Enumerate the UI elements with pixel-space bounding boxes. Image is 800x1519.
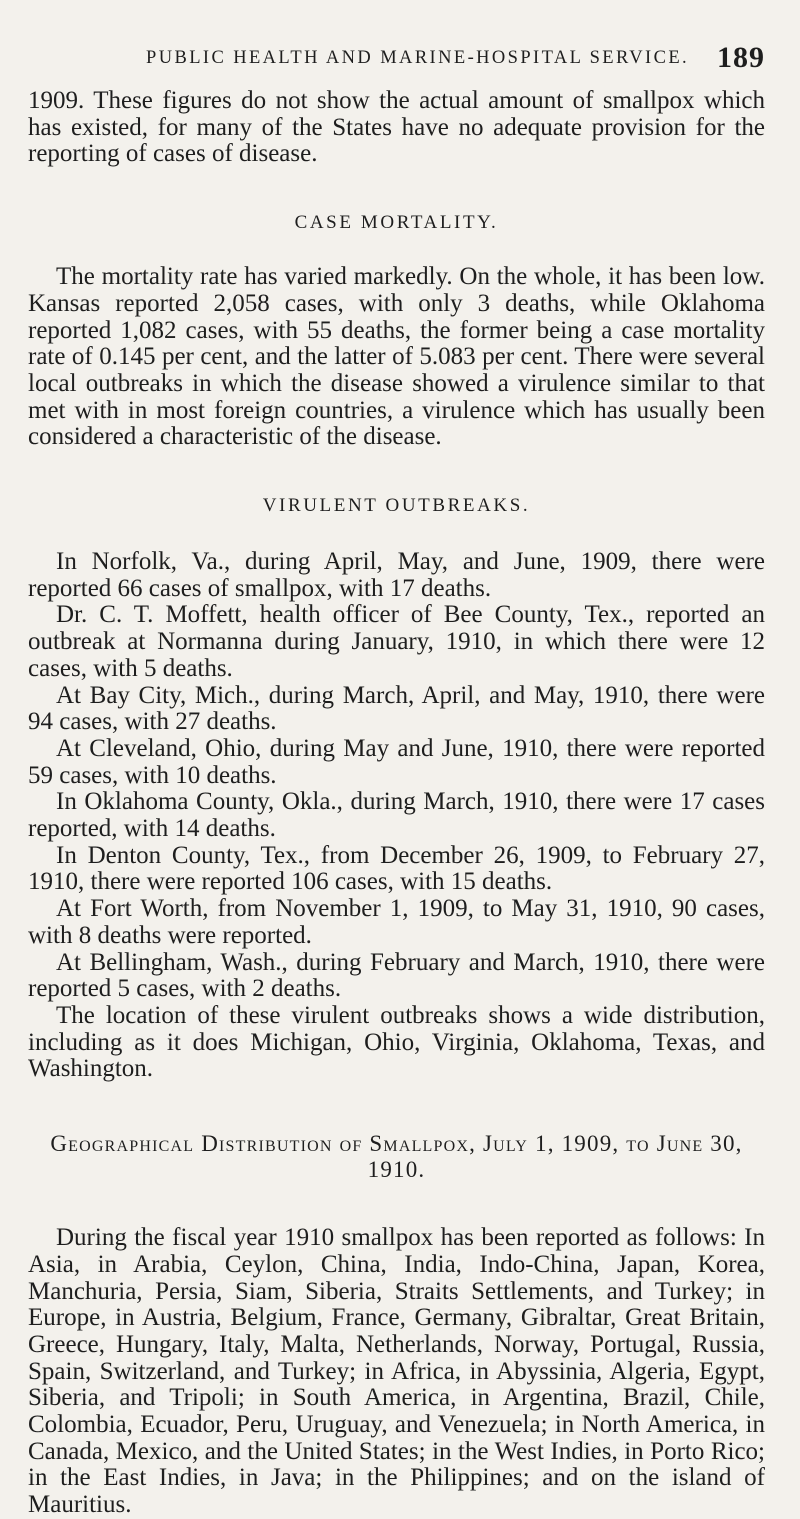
- geographical-heading-line-2: 1910.: [367, 1157, 426, 1183]
- outbreak-paragraph-denton-county: In Denton County, Tex., from December 26, 1909, to February 27, 1910, there were reported 106 cases, with 15 deaths.: [28, 841, 765, 896]
- outbreak-paragraph-bay-city: At Bay City, Mich., during March, April, and May, 1910, there were 94 cases, with 27 deaths.: [28, 681, 765, 736]
- geographical-heading-line-1: Geographical Distribution of Smallpox, July 1, 1909, to June 30,: [50, 1131, 743, 1157]
- geographical-distribution-heading: [28, 1131, 765, 1183]
- running-title: PUBLIC HEALTH AND MARINE-HOSPITAL SERVICE.: [146, 48, 690, 68]
- continued-paragraph: 1909. These figures do not show the actual amount of smallpox which has existed, for many of the States have no adequate provision for the reporting of cases of disease.: [28, 87, 765, 168]
- geographical-distribution-paragraph: During the fiscal year 1910 smallpox has been reported as follows: In Asia, in Arabia, Ceylon, China, India, Indo-China, Japan, Korea, Manchuria, Persia, Siam, Siberia, Straits Settlements, and Turkey; in Europe, in Austria, Belgium, France, Germany, Gibraltar, Great Britain, Greece, Hungary, Italy, Malta, Netherlands, Norway, Portugal, Russia, Spain, Switzerland, and Turkey; in Africa, in Abyssinia, Algeria, Egypt, Siberia, and Tripoli; in South America, in Argentina, Brazil, Chile, Colombia, Ecuador, Peru, Uruguay, and Venezuela; in North America, in Canada, Mexico, and the United States; in the West Indies, in Porto Rico; in the East Indies, in Java; in the Philippines; and on the island of Mauritius.: [28, 1224, 765, 1519]
- outbreak-paragraph-normanna: Dr. C. T. Moffett, health officer of Bee County, Tex., reported an outbreak at Normanna during January, 1910, in which there were 12 cases, with 5 deaths.: [28, 601, 765, 682]
- case-mortality-heading: CASE MORTALITY.: [294, 212, 499, 234]
- outbreak-paragraph-fort-worth: At Fort Worth, from November 1, 1909, to May 31, 1910, 90 cases, with 8 deaths were reported.: [28, 895, 765, 949]
- outbreak-paragraph-bellingham: At Bellingham, Wash., during February and March, 1910, there were reported 5 cases, with 2 deaths.: [28, 948, 765, 1003]
- running-header: [28, 40, 765, 80]
- outbreak-paragraph-norfolk: In Norfolk, Va., during April, May, and June, 1909, there were reported 66 cases of smallpox, with 17 deaths.: [28, 548, 765, 602]
- case-mortality-paragraph: The mortality rate has varied markedly. On the whole, it has been low. Kansas reported 2,058 cases, with only 3 deaths, while Oklahoma reported 1,082 cases, with 55 deaths, the former being a case mortality rate of 0.145 per cent, and the latter of 5.083 per cent. There were several local outbreaks in which the disease showed a virulence similar to that met with in most foreign countries, a virulence which has usually been considered a characteristic of the disease.: [28, 263, 765, 451]
- outbreak-paragraph-cleveland: At Cleveland, Ohio, during May and June, 1910, there were reported 59 cases, with 10 deaths.: [28, 734, 765, 789]
- page-number: 189: [717, 41, 765, 74]
- virulent-outbreaks-heading: VIRULENT OUTBREAKS.: [262, 495, 531, 517]
- outbreak-distribution-paragraph: The location of these virulent outbreaks shows a wide distribution, including as it does Michigan, Ohio, Virginia, Oklahoma, Texas, and Washington.: [28, 1001, 765, 1083]
- outbreak-paragraph-oklahoma-county: In Oklahoma County, Okla., during March, 1910, there were 17 cases reported, with 14 deaths.: [28, 788, 765, 843]
